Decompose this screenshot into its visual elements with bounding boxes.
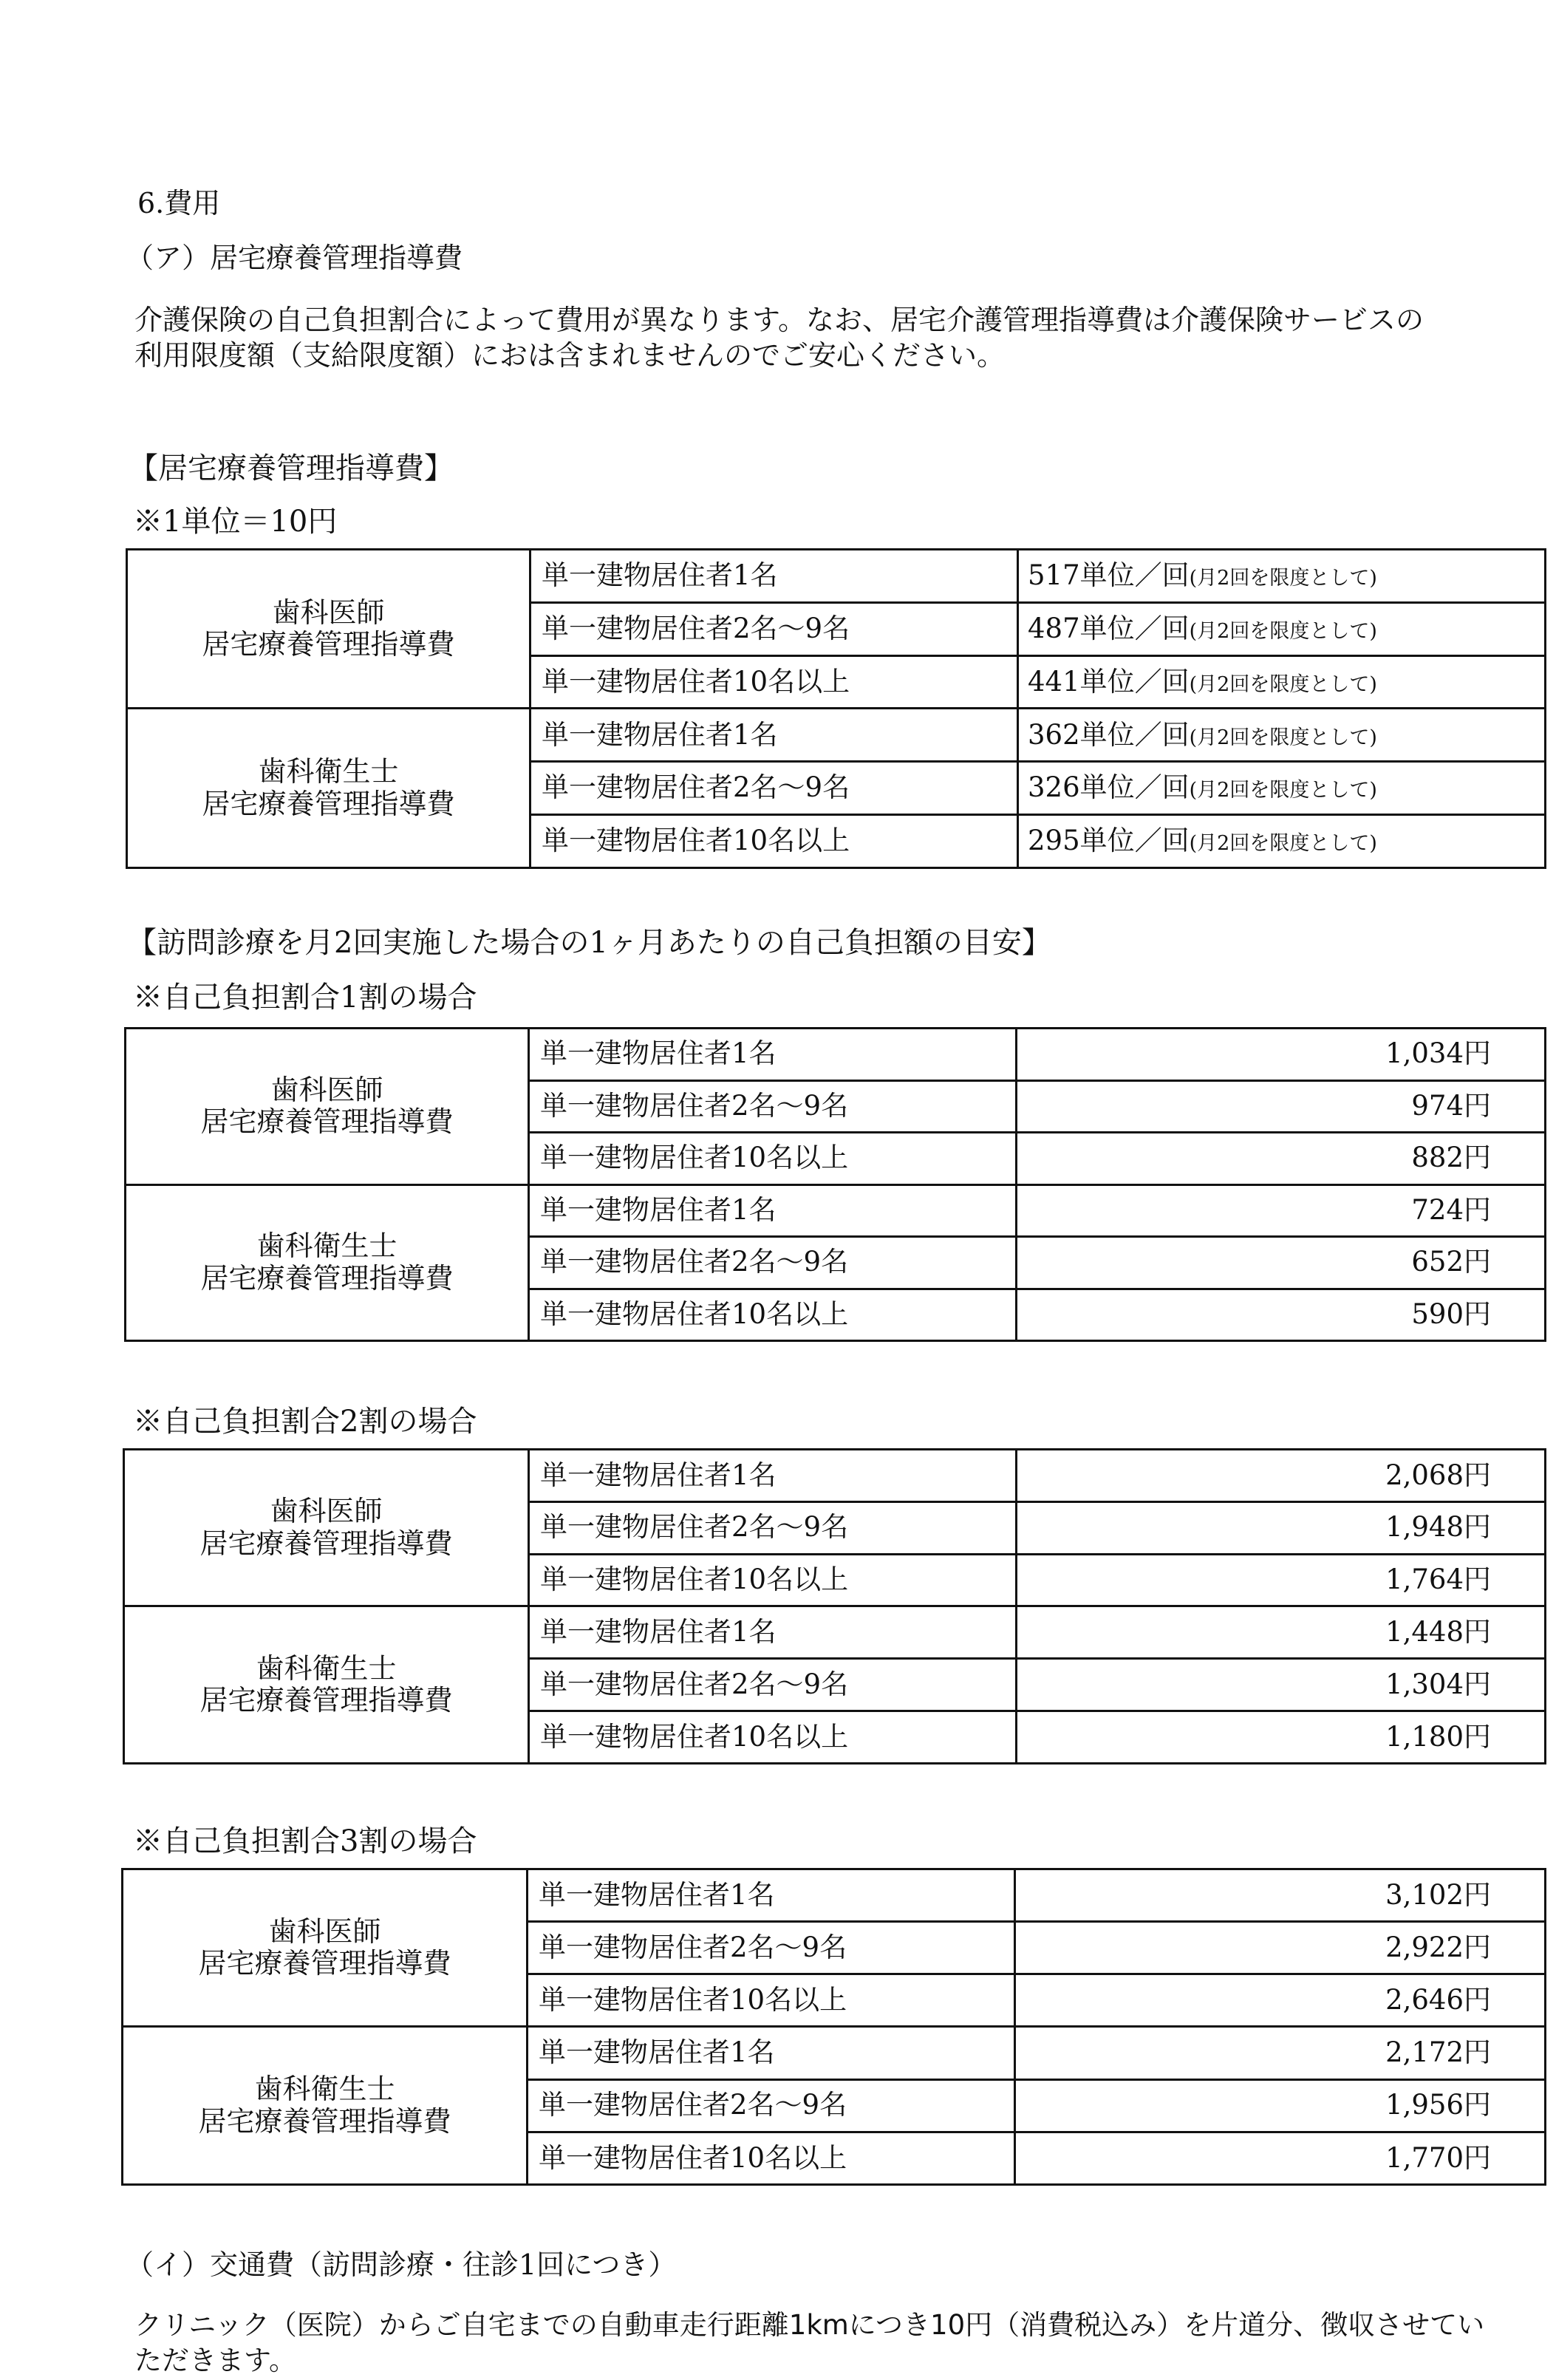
amount-cell: 652円 xyxy=(1017,1237,1546,1289)
condition-cell: 単一建物居住者10名以上 xyxy=(529,1554,1017,1606)
amount-cell: 1,034円 xyxy=(1017,1029,1546,1081)
subsection-b-title: （イ）交通費（訪問診療・往診1回につき） xyxy=(126,2248,677,2281)
unit-value: 517単位／回 xyxy=(1028,559,1190,592)
amount-cell: 882円 xyxy=(1017,1133,1546,1185)
unit-cell xyxy=(1018,709,1546,762)
burden-1-table xyxy=(124,1027,1546,1342)
group-hygienist xyxy=(126,1184,529,1341)
condition-cell: 単一建物居住者1名 xyxy=(529,1029,1017,1081)
amount-cell: 724円 xyxy=(1017,1184,1546,1237)
burden-2-label: ※自己負担割合2割の場合 xyxy=(133,1405,477,1439)
group-hygienist-line2: 居宅療養管理指導費 xyxy=(199,1684,453,1717)
condition-cell: 単一建物居住者2名～9名 xyxy=(529,1659,1017,1711)
amount-cell: 1,448円 xyxy=(1017,1606,1546,1659)
condition-cell: 単一建物居住者10名以上 xyxy=(529,1711,1017,1764)
limit-note: (月2回を限度として) xyxy=(1189,619,1377,643)
condition-cell: 単一建物居住者1名 xyxy=(529,1184,1017,1237)
group-hygienist-line1: 歯科衛生士 xyxy=(256,1230,397,1263)
condition-cell: 単一建物居住者2名～9名 xyxy=(529,1237,1017,1289)
group-dentist-line1: 歯科医師 xyxy=(270,1073,383,1106)
group-hygienist xyxy=(127,709,530,868)
burden-3-label: ※自己負担割合3割の場合 xyxy=(133,1824,477,1858)
unit-cell xyxy=(1018,550,1546,603)
transport-line-2: ただきます。 xyxy=(134,2345,297,2376)
group-hygienist-line1: 歯科衛生士 xyxy=(254,2073,395,2106)
unit-value: 441単位／回 xyxy=(1028,665,1190,698)
unit-cell xyxy=(1018,602,1546,655)
amount-cell: 2,172円 xyxy=(1015,2027,1546,2079)
condition-cell: 単一建物居住者2名～9名 xyxy=(528,1922,1015,1974)
condition-cell: 単一建物居住者10名以上 xyxy=(529,1289,1017,1341)
condition-cell: 単一建物居住者10名以上 xyxy=(529,1133,1017,1185)
unit-cell xyxy=(1018,655,1546,709)
group-hygienist-line2: 居宅療養管理指導費 xyxy=(200,1261,454,1295)
group-hygienist-line2: 居宅療養管理指導費 xyxy=(198,2104,451,2138)
amount-cell: 1,948円 xyxy=(1017,1501,1546,1554)
condition-cell: 単一建物居住者2名～9名 xyxy=(529,1080,1017,1133)
amount-cell: 1,770円 xyxy=(1015,2132,1546,2184)
amount-cell: 1,180円 xyxy=(1017,1711,1546,1764)
limit-note: (月2回を限度として) xyxy=(1189,672,1377,696)
group-hygienist xyxy=(123,2027,528,2185)
transport-line-1: クリニック（医院）からご自宅までの自動車走行距離1kmにつき10円（消費税込み）を片道分、徴収させてい xyxy=(134,2309,1485,2341)
condition-cell: 単一建物居住者10名以上 xyxy=(530,655,1018,709)
amount-cell: 3,102円 xyxy=(1015,1869,1546,1922)
group-dentist xyxy=(123,1869,528,2027)
condition-cell: 単一建物居住者2名～9名 xyxy=(530,602,1018,655)
units-heading: 【居宅療養管理指導費】 xyxy=(129,451,454,485)
limit-note: (月2回を限度として) xyxy=(1189,832,1377,856)
intro-line-1: 介護保険の自己負担割合によって費用が異なります。なお、居宅介護管理指導費は介護保険サービスの xyxy=(134,304,1424,336)
group-dentist xyxy=(127,550,530,709)
amount-cell: 590円 xyxy=(1017,1289,1546,1341)
group-dentist-line1: 歯科医師 xyxy=(272,596,385,629)
burden-1-label: ※自己負担割合1割の場合 xyxy=(133,981,477,1015)
units-table xyxy=(126,548,1546,869)
burden-2-table xyxy=(123,1448,1546,1764)
unit-cell xyxy=(1018,762,1546,815)
group-hygienist-line1: 歯科衛生士 xyxy=(258,755,399,788)
condition-cell: 単一建物居住者1名 xyxy=(530,550,1018,603)
condition-cell: 単一建物居住者10名以上 xyxy=(528,1974,1015,2027)
intro-line-2: 利用限度額（支給限度額）におは含まれませんのでご安心ください。 xyxy=(134,339,1006,372)
amount-cell: 2,922円 xyxy=(1015,1922,1546,1974)
condition-cell: 単一建物居住者10名以上 xyxy=(528,2132,1015,2184)
section-title: 6.費用 xyxy=(137,187,221,219)
group-dentist-line2: 居宅療養管理指導費 xyxy=(200,1105,454,1139)
condition-cell: 単一建物居住者1名 xyxy=(529,1450,1017,1502)
condition-cell: 単一建物居住者1名 xyxy=(528,2027,1015,2079)
unit-note: ※1単位＝10円 xyxy=(133,505,338,539)
condition-cell: 単一建物居住者10名以上 xyxy=(530,815,1018,868)
condition-cell: 単一建物居住者2名～9名 xyxy=(530,762,1018,815)
group-dentist-line2: 居宅療養管理指導費 xyxy=(198,1947,451,1980)
burden-3-table xyxy=(121,1868,1546,2186)
group-dentist xyxy=(126,1029,529,1185)
group-dentist-line2: 居宅療養管理指導費 xyxy=(199,1527,453,1560)
condition-cell: 単一建物居住者1名 xyxy=(530,709,1018,762)
condition-cell: 単一建物居住者1名 xyxy=(528,1869,1015,1922)
unit-value: 326単位／回 xyxy=(1028,771,1190,804)
limit-note: (月2回を限度として) xyxy=(1189,567,1377,590)
amount-cell: 1,956円 xyxy=(1015,2079,1546,2132)
amount-cell: 1,304円 xyxy=(1017,1659,1546,1711)
unit-value: 362単位／回 xyxy=(1028,718,1190,751)
amount-cell: 2,646円 xyxy=(1015,1974,1546,2027)
amount-cell: 1,764円 xyxy=(1017,1554,1546,1606)
unit-value: 295単位／回 xyxy=(1028,825,1190,857)
amount-cell: 2,068円 xyxy=(1017,1450,1546,1502)
group-dentist-line2: 居宅療養管理指導費 xyxy=(202,628,455,661)
estimate-heading: 【訪問診療を月2回実施した場合の1ヶ月あたりの自己負担額の目安】 xyxy=(127,926,1051,960)
subsection-a-title: （ア）居宅療養管理指導費 xyxy=(126,242,463,274)
limit-note: (月2回を限度として) xyxy=(1189,726,1377,749)
unit-value: 487単位／回 xyxy=(1028,612,1190,644)
amount-cell: 974円 xyxy=(1017,1080,1546,1133)
condition-cell: 単一建物居住者2名～9名 xyxy=(529,1501,1017,1554)
group-hygienist xyxy=(124,1606,529,1764)
unit-cell xyxy=(1018,815,1546,868)
group-dentist-line1: 歯科医師 xyxy=(268,1914,381,1948)
scan-background xyxy=(0,0,1556,163)
group-dentist-line1: 歯科医師 xyxy=(270,1495,383,1528)
group-hygienist-line2: 居宅療養管理指導費 xyxy=(202,787,455,820)
group-dentist xyxy=(124,1450,529,1606)
condition-cell: 単一建物居住者2名～9名 xyxy=(528,2079,1015,2132)
limit-note: (月2回を限度として) xyxy=(1189,779,1377,802)
condition-cell: 単一建物居住者1名 xyxy=(529,1606,1017,1659)
group-hygienist-line1: 歯科衛生士 xyxy=(256,1651,397,1685)
